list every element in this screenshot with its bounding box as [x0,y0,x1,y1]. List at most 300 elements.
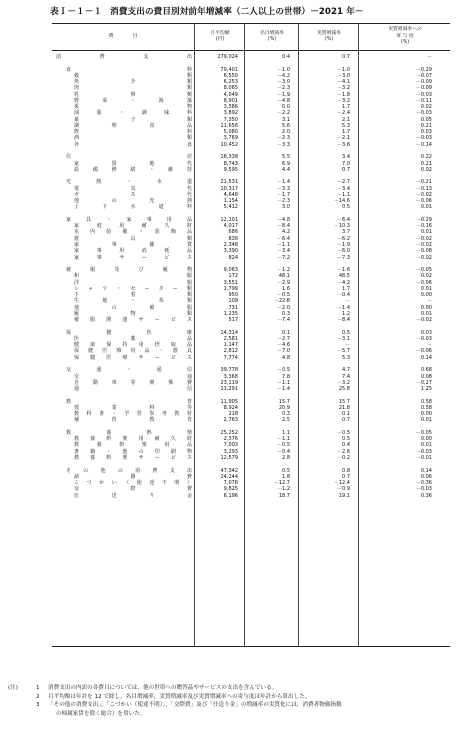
cell-monthly-average: 279,024 [217,54,238,60]
cell-monthly-average: 18,338 [220,154,238,161]
row-label: 光 熱 ・ 水 道 [66,179,192,186]
cell-monthly-average: 1,154 [223,198,238,205]
cell-monthly-average: 218 [228,411,238,418]
cell-nominal-change: －1.9 [277,91,290,98]
cell-monthly-average: 2,376 [223,436,238,443]
cell-contribution: －0.29 [415,66,432,73]
cell-real-change: －0.5 [337,429,350,436]
row-label: 調 理 食 品 [74,122,192,129]
cell-real-change: 0.5 [342,204,350,211]
cell-real-change: －2.7 [337,179,350,186]
row-label: 食 料 [66,66,192,73]
cell-real-change: －6.2 [337,235,350,242]
cell-nominal-change: －1.2 [277,267,290,274]
row-label: 家 事 用 消 耗 品 [74,248,192,255]
cell-contribution: 0.03 [420,329,432,336]
footnote-number: 2 [36,693,40,700]
cell-contribution: －0.03 [415,110,432,117]
row-label: 飲 料 [74,129,192,136]
cell-monthly-average: 836 [228,235,238,242]
cell-real-change: 0.7 [342,417,350,424]
cell-real-change: 3.4 [342,154,350,161]
cell-contribution: 0.02 [420,104,432,111]
cell-nominal-change: －3.3 [277,141,290,148]
cell-nominal-change: －2.7 [277,335,290,342]
row-label: 教 育 [66,398,192,405]
cell-nominal-change: 3.0 [282,204,290,211]
row-label: 仕 送 り 金 [74,492,192,499]
footnote-text: 消費支出の内訳の各費目については，他の世帯への贈答品やサービスの支出を含んでいる。 [48,685,278,691]
cell-contribution: 0.00 [420,411,432,418]
cell-contribution: －0.27 [415,379,432,386]
row-label: 授 業 料 等 [74,404,192,411]
cell-monthly-average: 2,581 [223,335,238,342]
cell-real-change: －2.1 [337,135,350,142]
cell-real-change: － [344,342,350,349]
cell-real-change: －6.0 [337,248,350,255]
cell-contribution: －0.06 [415,279,432,286]
cell-contribution: －0.21 [415,179,432,186]
cell-nominal-change: －1.1 [277,379,290,386]
cell-monthly-average: 39,778 [220,367,238,374]
cell-monthly-average: 24,244 [220,473,238,480]
cell-contribution: －0.09 [415,85,432,92]
cell-contribution: 1.25 [420,386,432,393]
cell-nominal-change: －0.5 [277,292,290,299]
cell-nominal-change: －8.4 [277,223,290,230]
row-label: 消 費 支 出 [56,54,192,60]
cell-real-change: －1.1 [337,191,350,198]
cell-contribution: 0.14 [420,354,432,361]
cell-real-change: 7.0 [342,160,350,167]
cell-contribution: －0.36 [415,480,432,487]
cell-nominal-change: 1.6 [282,285,290,292]
cell-nominal-change: 4.4 [282,166,290,173]
cell-monthly-average: 23,119 [220,379,238,386]
row-label: 電 気 代 [74,185,192,192]
cell-nominal-change: －2.3 [277,135,290,142]
row-label: 外 食 [74,141,192,148]
header-item: 費 目 [108,33,138,39]
cell-contribution: 0.58 [420,404,432,411]
row-label: 被 服 及 び 履 物 [66,267,192,274]
cell-contribution: 0.06 [420,473,432,480]
cell-contribution: －0.08 [415,248,432,255]
cell-real-change: －4.2 [337,279,350,286]
cell-nominal-change: 20.9 [278,404,290,411]
cell-nominal-change: 0.0 [282,104,290,111]
cell-contribution: 0.02 [420,273,432,280]
cell-real-change: 25.8 [338,386,350,393]
cell-monthly-average: 25,252 [220,429,238,436]
cell-real-change: 0.1 [342,411,350,418]
cell-real-change: －0.9 [337,486,350,493]
row-label: 自 動 車 等 関 係 費 [74,379,192,386]
cell-real-change: － [344,298,350,305]
cell-real-change: －3.6 [337,141,350,148]
cell-monthly-average: 3,386 [223,104,238,111]
cell-contribution: 0.01 [420,442,432,449]
row-label: 医 薬 品 [74,335,192,342]
cell-contribution: －0.06 [415,348,432,355]
row-label: 交 通 ・ 通 信 [66,367,192,374]
cell-contribution: － [426,298,432,305]
cell-real-change: －14.6 [333,198,350,205]
cell-contribution: － [426,54,432,60]
row-label: 履 物 類 [74,310,192,317]
row-label: 保 健 医 療 用 品 ・ 器 具 [74,348,192,355]
footnote-text: 月平均額は年計を 12 で除し，名目増減率，実質増減率及び実質増減率への寄与度は年計から算出した。 [48,693,311,700]
cell-monthly-average: 5,080 [223,129,238,136]
cell-real-change: －7.3 [337,254,350,261]
row-label: 教 養 娯 楽 [66,429,192,436]
cell-monthly-average: 12,579 [220,455,238,461]
cell-monthly-average: 9,063 [223,267,238,274]
cell-contribution: 0.00 [420,292,432,299]
header-contribution: 実質増減率への 寄 与 度 (%) [358,24,451,50]
cell-monthly-average: 8,743 [223,160,238,167]
cell-nominal-change: －4.8 [277,216,290,223]
cell-monthly-average: 2,812 [223,348,238,355]
cell-monthly-average: 824 [228,254,238,261]
cell-real-change: 1.7 [342,104,350,111]
cell-contribution: －0.06 [415,198,432,205]
cell-nominal-change: 4.2 [282,229,290,236]
footnote [8,693,454,702]
cell-contribution: 0.21 [420,122,432,129]
cell-nominal-change: －4.2 [277,72,290,79]
footnote [8,701,454,710]
cell-real-change: 1.7 [342,129,350,136]
row-label: 肉 類 [74,85,192,92]
cell-real-change: 3.7 [342,229,350,236]
row-label: 交 際 費 [74,486,192,493]
row-label: 家 事 雑 貨 [74,241,192,248]
cell-nominal-change: －4.6 [277,342,290,349]
row-label: 下 着 類 [74,292,192,299]
cell-real-change: －8.4 [337,317,350,324]
cell-nominal-change: 7.8 [282,373,290,380]
table-header [52,24,450,51]
cell-monthly-average: 517 [228,317,238,324]
cell-real-change: －5.7 [337,348,350,355]
cell-real-change: 0.7 [342,166,350,173]
footnote-number: 1 [36,685,40,691]
cell-monthly-average: 8,924 [223,404,238,411]
cell-contribution: － [426,342,432,349]
row-label: シ ャ ツ ・ セ ー タ ー 類 [74,285,192,292]
cell-contribution: 0.14 [420,467,432,474]
table-title [50,5,450,19]
footnotes [8,684,454,718]
cell-nominal-change: －3.4 [277,248,290,255]
cell-nominal-change: －4.8 [277,97,290,104]
cell-monthly-average: 9,595 [223,166,238,173]
cell-real-change: 21.8 [338,404,350,411]
cell-contribution: －0.03 [415,135,432,142]
row-label: 家 事 サ ー ビ ス [74,254,192,261]
row-label: 保 健 医 療 [66,329,192,336]
cell-monthly-average: 7,078 [223,480,238,487]
cell-real-change: 0.5 [342,329,350,336]
cell-real-change: －1.6 [337,267,350,274]
cell-nominal-change: －6.4 [277,235,290,242]
footnote-number: 3 [36,702,40,709]
cell-nominal-change: 1.1 [282,429,290,436]
cell-monthly-average: 79,401 [220,66,238,73]
cell-contribution: －0.05 [415,267,432,274]
row-label: 酒 類 [74,135,192,142]
cell-nominal-change: 18.7 [278,492,290,499]
cell-nominal-change: －0.5 [277,367,290,374]
row-label: 健 康 保 持 用 摂 取 品 [74,342,192,349]
cell-monthly-average: 10,452 [220,141,238,148]
row-label: ガ ス 代 [74,191,192,198]
row-label: 家 庭 用 耐 久 財 [74,223,192,230]
cell-monthly-average: 2,348 [223,241,238,248]
cell-monthly-average: 7,774 [223,354,238,361]
cell-nominal-change: －2.0 [277,304,290,311]
cell-monthly-average: 3,390 [223,248,238,255]
cell-real-change: 15.7 [338,398,350,405]
cell-nominal-change: 1.8 [282,473,290,480]
cell-monthly-average: 21,531 [220,179,238,186]
cell-nominal-change: －0.4 [277,448,290,455]
cell-monthly-average: 4,648 [223,191,238,198]
header-monthly-average: 月平均額 (円) [194,24,245,50]
row-label: 交 通 [74,373,192,380]
cell-monthly-average: 12,101 [220,216,238,223]
header-nominal-change: 名目増減率 (%) [244,24,299,50]
row-label: 補 習 教 育 [74,417,192,424]
cell-monthly-average: 950 [228,292,238,299]
row-label: 被 服 関 連 サ ー ビ ス [74,317,192,324]
row-label: 乳 卵 類 [74,91,192,98]
cell-real-change: －0.4 [337,292,350,299]
cell-contribution: 0.22 [420,154,432,161]
row-label: 住 居 [66,154,192,161]
cell-contribution: －0.01 [415,455,432,461]
cell-real-change: 5.3 [342,354,350,361]
cell-contribution: 0.01 [420,310,432,317]
footnote-text: の帰属家賃を除く総合）を用いた。 [56,710,146,717]
cell-monthly-average: 6,253 [223,79,238,86]
cell-nominal-change: －1.1 [277,241,290,248]
cell-monthly-average: 7,350 [223,116,238,123]
cell-monthly-average: 4,049 [223,91,238,98]
cell-nominal-change: 0.5 [282,467,290,474]
cell-real-change: 19.1 [338,492,350,499]
cell-contribution: 0.00 [420,304,432,311]
footnote-text: 「その他の消費支出」，「こづかい（使途不明）」，「交際費」及び「仕送り金」の増減率の実質化には，消費者物価指数 [48,702,342,709]
cell-nominal-change: －7.4 [277,317,290,324]
cell-contribution: 0.58 [420,398,432,405]
footnote [8,684,454,693]
cell-real-change: －12.4 [333,480,350,487]
cell-contribution: 0.36 [420,492,432,499]
cell-real-change: －3.1 [337,335,350,342]
cell-contribution: 0.00 [420,436,432,443]
cell-contribution: －0.05 [415,429,432,436]
cell-contribution: 0.05 [420,116,432,123]
table-caption: 消費支出の費目別対前年増減率（二人以上の世帯）－2021 年－ [110,7,364,17]
cell-contribution: 0.01 [420,229,432,236]
cell-real-change: －1.4 [337,304,350,311]
cell-monthly-average: 8,065 [223,85,238,92]
cell-real-change: －3.4 [337,185,350,192]
cell-nominal-change: －7.0 [277,348,290,355]
cell-real-change: －1.0 [337,66,350,73]
row-label: 油 脂 ・ 調 味 料 [74,110,192,117]
cell-nominal-change: －7.2 [277,254,290,261]
row-label: 通 信 [74,386,192,393]
cell-nominal-change: 5.5 [282,154,290,161]
cell-monthly-average: 9,825 [223,486,238,493]
row-label: 保 健 医 療 サ ー ビ ス [74,354,192,361]
cell-nominal-change: 6.9 [282,160,290,167]
row-label: 果 物 [74,104,192,111]
row-label: 洋 服 [74,279,192,286]
cell-real-change: －3.2 [337,379,350,386]
cell-contribution: －0.02 [415,235,432,242]
cell-nominal-change: －1.1 [277,436,290,443]
cell-nominal-change: －1.0 [277,66,290,73]
cell-nominal-change: －1.2 [277,486,290,493]
cell-contribution: －0.16 [415,223,432,230]
row-label: 家 賃 地 代 [74,160,192,167]
cell-contribution: 0.03 [420,129,432,136]
cell-contribution: －0.02 [415,317,432,324]
cell-contribution: －0.03 [415,486,432,493]
cell-real-change: －4.1 [337,79,350,86]
cell-nominal-change: 0.1 [282,329,290,336]
cell-monthly-average: 6,550 [223,72,238,79]
cell-monthly-average: 6,196 [223,492,238,499]
cell-nominal-change: 0.3 [282,310,290,317]
cell-monthly-average: 3,551 [223,279,238,286]
cell-real-change: －2.6 [337,448,350,455]
cell-real-change: 5.3 [342,122,350,129]
cell-nominal-change: 15.7 [278,398,290,405]
row-label: 教 養 娯 楽 サ ー ビ ス [74,455,192,461]
cell-real-change: 0.5 [342,436,350,443]
table-body [52,54,450,499]
cell-nominal-change: －3.3 [277,185,290,192]
cell-monthly-average: 4,017 [223,223,238,230]
cell-monthly-average: 3,368 [223,373,238,380]
cell-nominal-change: －1.4 [277,386,290,393]
cell-monthly-average: 2,763 [223,417,238,424]
cell-nominal-change: 0.4 [282,54,290,60]
cell-real-change: －2.4 [337,110,350,117]
cell-contribution: 0.21 [420,160,432,167]
cell-real-change: －3.0 [337,72,350,79]
cell-monthly-average: 3,293 [223,448,238,455]
cell-contribution: 0.08 [420,373,432,380]
table-number: 表Ｉ－１－１ [50,7,103,17]
cell-nominal-change: 2.5 [282,417,290,424]
row-label: 寝 具 類 [74,235,192,242]
row-label: 書 籍 ・ 他 の 印 刷 物 [74,448,192,455]
cell-real-change: －1.9 [337,241,350,248]
row-label: 生 地 ・ 糸 類 [74,298,192,305]
cell-monthly-average: 686 [228,229,238,236]
cell-contribution: 0.01 [420,417,432,424]
row-label: 穀 類 [74,72,192,79]
cell-nominal-change: －0.5 [277,442,290,449]
cell-real-change: －6.4 [337,216,350,223]
cell-monthly-average: 108 [228,298,238,305]
cell-real-change: 48.5 [338,273,350,280]
cell-real-change: －1.8 [337,91,350,98]
cell-real-change: －10.3 [333,223,350,230]
row-label: 設 備 修 繕 ・ 維 持 [74,166,192,173]
cell-contribution: －0.07 [415,72,432,79]
row-label: 室 内 装 備 ・ 装 飾 品 [74,229,192,236]
cell-real-change: 7.4 [342,373,350,380]
cell-nominal-change: 0.3 [282,411,290,418]
cell-monthly-average: 3,892 [223,110,238,117]
row-label: 諸 雑 費 [74,473,192,480]
cell-monthly-average: 5,412 [223,204,238,211]
expenditure-table [52,23,450,647]
cell-monthly-average: 1,799 [223,285,238,292]
row-label: そ の 他 の 消 費 支 出 [66,467,192,474]
row-label: 他 の 被 服 [74,304,192,311]
cell-monthly-average: 1,147 [223,342,238,349]
footnote [8,710,454,719]
cell-monthly-average: 7,003 [223,442,238,449]
cell-nominal-change: －1.4 [277,179,290,186]
row-label: 家 具 ・ 家 事 用 品 [66,216,192,223]
cell-real-change: 0.7 [342,473,350,480]
cell-monthly-average: 172 [228,273,238,280]
cell-nominal-change: －2.2 [277,110,290,117]
cell-nominal-change: 48.1 [278,273,290,280]
cell-nominal-change: 4.8 [282,354,290,361]
cell-monthly-average: 11,905 [220,398,238,405]
footnote-key: (注) [8,685,18,691]
row-label: 和 服 [74,273,192,280]
cell-contribution: －0.03 [415,91,432,98]
row-label: 魚 介 類 [74,79,192,86]
cell-real-change: 0.8 [342,467,350,474]
row-label: 教 養 娯 楽 用 品 [74,442,192,449]
cell-nominal-change: －3.0 [277,79,290,86]
cell-contribution: 0.01 [420,204,432,211]
cell-contribution: －0.13 [415,185,432,192]
cell-monthly-average: 3,769 [223,135,238,142]
cell-real-change: 4.7 [342,367,350,374]
row-label: こ づ か い （ 使 途 不 明 ） [74,480,192,487]
cell-nominal-change: －1.7 [277,191,290,198]
cell-nominal-change: 2.0 [282,129,290,136]
cell-contribution: －0.14 [415,141,432,148]
cell-nominal-change: －12.7 [273,480,290,487]
cell-real-change: －3.2 [337,97,350,104]
cell-monthly-average: 1,235 [223,310,238,317]
header-real-change: 実質増減率 (%) [298,24,359,50]
cell-contribution: －0.02 [415,191,432,198]
cell-contribution: －0.03 [415,335,432,342]
row-label: 上 下 水 道 料 [74,204,192,211]
cell-monthly-average: 11,656 [220,122,238,129]
cell-contribution: －0.02 [415,241,432,248]
cell-monthly-average: 47,342 [220,467,238,474]
cell-nominal-change: 2.8 [282,455,290,461]
cell-nominal-change: －2.3 [277,198,290,205]
cell-real-change: 1.7 [342,285,350,292]
